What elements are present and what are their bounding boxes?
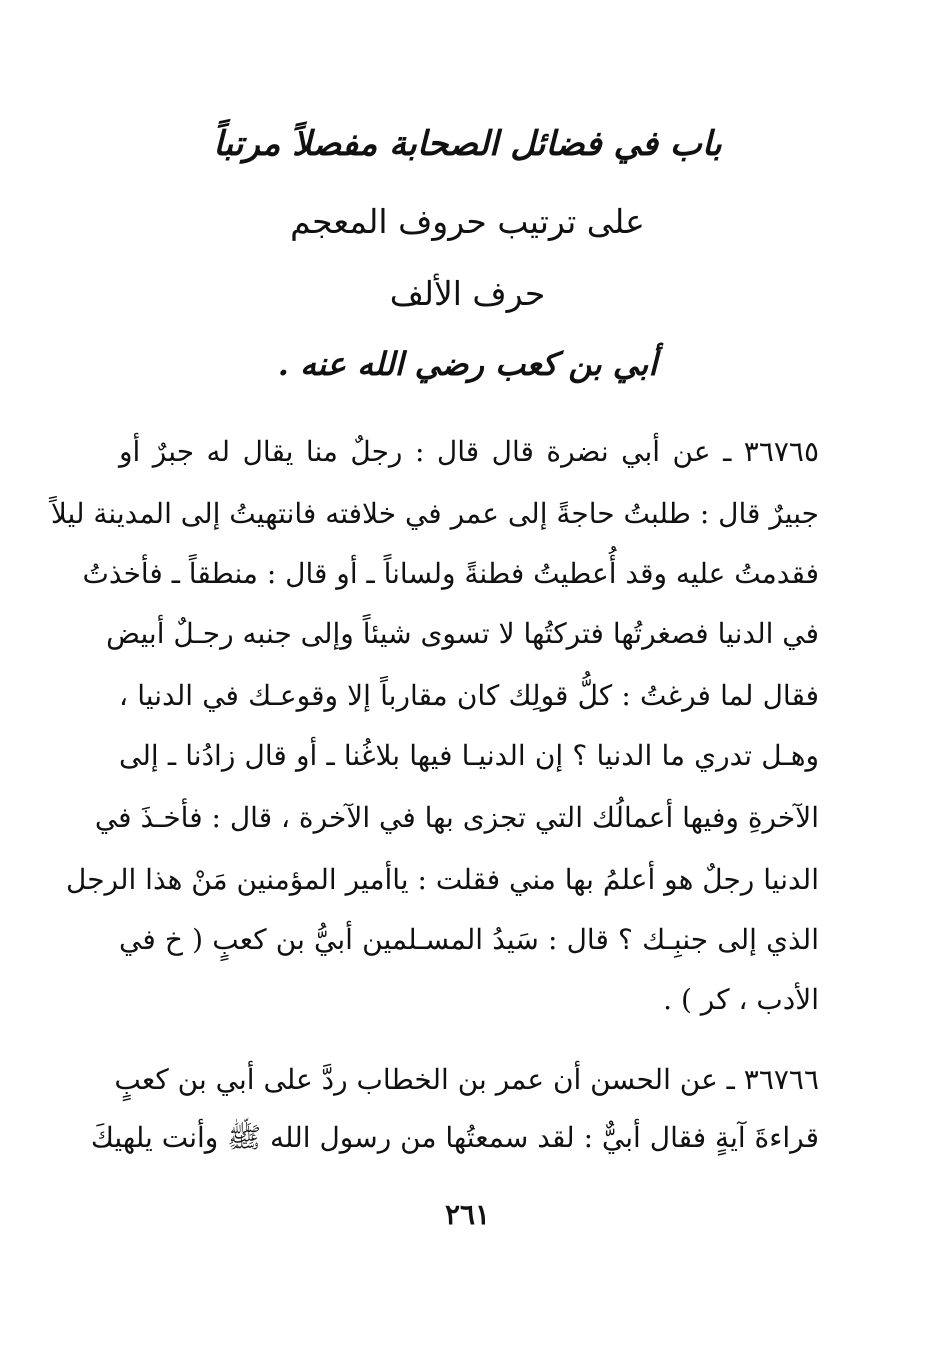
text-line: وهـل تدري ما الدنيا ؟ إن الدنيـا فيها بلاغُنا ـ أو قال زادُنا ـ إلى [119,739,819,772]
text-line: في الدنيا فصغرتُها فتركتُها لا تسوى شيئاً وإلى جنبه رجـلٌ أبيض [106,617,819,650]
page-number: ٢٦١ [444,1198,491,1231]
text-line: قراءةَ آيةٍ فقال أبيٌّ : لقد سمعتُها من رسول الله ﷺ وأنت يلهيكَ [90,1121,819,1154]
letter-section-heading: حرف الألف [389,274,546,313]
chapter-subtitle: على ترتيب حروف المعجم [290,202,645,241]
text-line: الأدب ، كر ) . [663,983,819,1016]
text-line: فقال لما فرغتُ : كلُّ قولِك كان مقارباً إلا وقوعـك في الدنيا ، [119,679,819,712]
companion-name-heading: أبي بن كعب رضي الله عنه . [277,345,658,383]
text-line: الذي إلى جنبِـك ؟ قال : سَيدُ المسـلمين أبيُّ بن كعبٍ ( خ في [119,923,819,956]
text-line: الدنيا رجلٌ هو أعلمُ بها مني فقلت : ياأمير المؤمنين مَنْ هذا الرجل [65,863,819,896]
text-line: ٣٦٧٦٦ ـ عن الحسن أن عمر بن الخطاب ردَّ على أبي بن كعبٍ [114,1063,819,1096]
text-line: الآخرةِ وفيها أعمالُك التي تجزى بها في الآخرة ، قال : فأخـذَ في [94,801,819,834]
text-line: ٣٦٧٦٥ ـ عن أبي نضرة قال قال : رجلٌ منا يقال له جبرٌ أو [119,435,819,468]
chapter-title: باب في فضائل الصحابة مفصلاً مرتباً [213,124,722,164]
text-line: فقدمتُ عليه وقد أُعطيتُ فطنةً ولساناً ـ أو قال : منطقاً ـ فأخذتُ [82,557,819,590]
text-line: جبيرٌ قال : طلبتُ حاجةً إلى عمر في خلافته فانتهيتُ إلى المدينة ليلاً [50,497,819,530]
